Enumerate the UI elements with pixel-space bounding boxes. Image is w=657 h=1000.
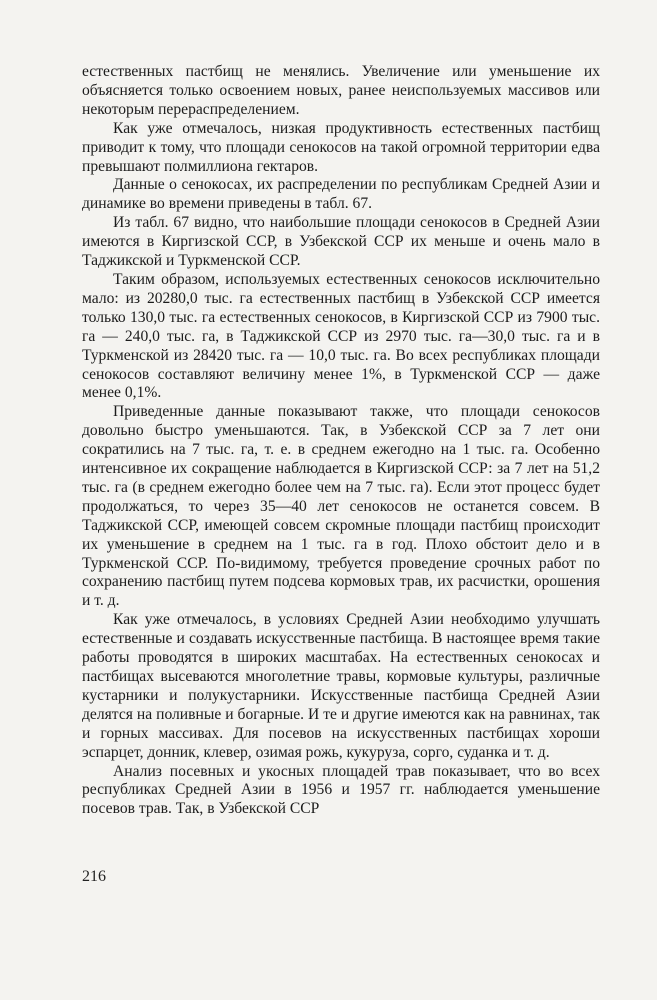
paragraph-1: естественных пастбищ не менялись. Увеличение или уменьшение их объясняется только освоением новых, ранее неиспользуемых массивов или некоторым перераспределением. bbox=[82, 63, 600, 118]
paragraph-7: Как уже отмечалось, в условиях Средней Азии необходимо улучшать естественные и создавать искусственные пастбища. В настоящее время такие работы проводятся в широких масштабах. На естественных сенокосах и пастбищах высеваются многолетние травы, кормовые культуры, различные кустарники и полукустарники. Искусственные пастбища Средней Азии делятся на поливные и богарные. И те и другие имеются как на равнинах, так и горных массивах. Для посевов на искусственных пастбищах хороши эспарцет, донник, клевер, озимая рожь, кукуруза, сорго, суданка и т. д. bbox=[82, 611, 600, 761]
paragraph-6: Приведенные данные показывают также, что площади сенокосов довольно быстро уменьшаются. Так, в Узбекской ССР за 7 лет они сократились на 7 тыс. га, т. е. в среднем ежегодно на 1 тыс. га. Особенно интенсивное их сокращение наблюдается в Киргизской ССР: за 7 лет на 51,2 тыс. га (в среднем ежегодно более чем на 7 тыс. га). Если этот процесс будет продолжаться, то через 35—40 лет сенокосов не останется совсем. В Таджикской ССР, имеющей совсем скромные площади пастбищ происходит их уменьшение в среднем на 1 тыс. га в год. Плохо обстоит дело и в Туркменской ССР. По-видимому, требуется проведение срочных работ по сохранению пастбищ путем подсева кормовых трав, их расчистки, орошения и т. д. bbox=[82, 403, 600, 610]
paragraph-4: Из табл. 67 видно, что наибольшие площади сенокосов в Средней Азии имеются в Киргизской ССР, в Узбекской ССР их меньше и очень мало в Таджикской и Туркменской ССР. bbox=[82, 214, 600, 270]
page-number: 216 bbox=[82, 868, 106, 885]
paragraph-8: Анализ посевных и укосных площадей трав показывает, что во всех республиках Средней Азии в 1956 и 1957 гг. наблюдается уменьшение посевов трав. Так, в Узбекской ССР bbox=[82, 762, 600, 818]
body-text bbox=[82, 63, 600, 819]
paragraph-3: Данные о сенокосах, их распределении по республикам Средней Азии и динамике во времени приведены в табл. 67. bbox=[82, 176, 600, 213]
paragraph-5: Таким образом, используемых естественных сенокосов исключительно мало: из 20280,0 тыс. га естественных пастбищ в Узбекской ССР имеется только 130,0 тыс. га естественных сенокосов, в Киргизской ССР из 7900 тыс. га — 240,0 тыс. га, в Таджикской ССР из 2970 тыс. га—30,0 тыс. га и в Туркменской из 28420 тыс. га — 10,0 тыс. га. Во всех республиках площади сенокосов составляют величину менее 1%, в Туркменской ССР — даже менее 0,1%. bbox=[82, 270, 600, 402]
paragraph-2: Как уже отмечалось, низкая продуктивность естественных пастбищ приводит к тому, что площади сенокосов на такой огромной территории едва превышают полмиллиона гектаров. bbox=[82, 119, 600, 175]
